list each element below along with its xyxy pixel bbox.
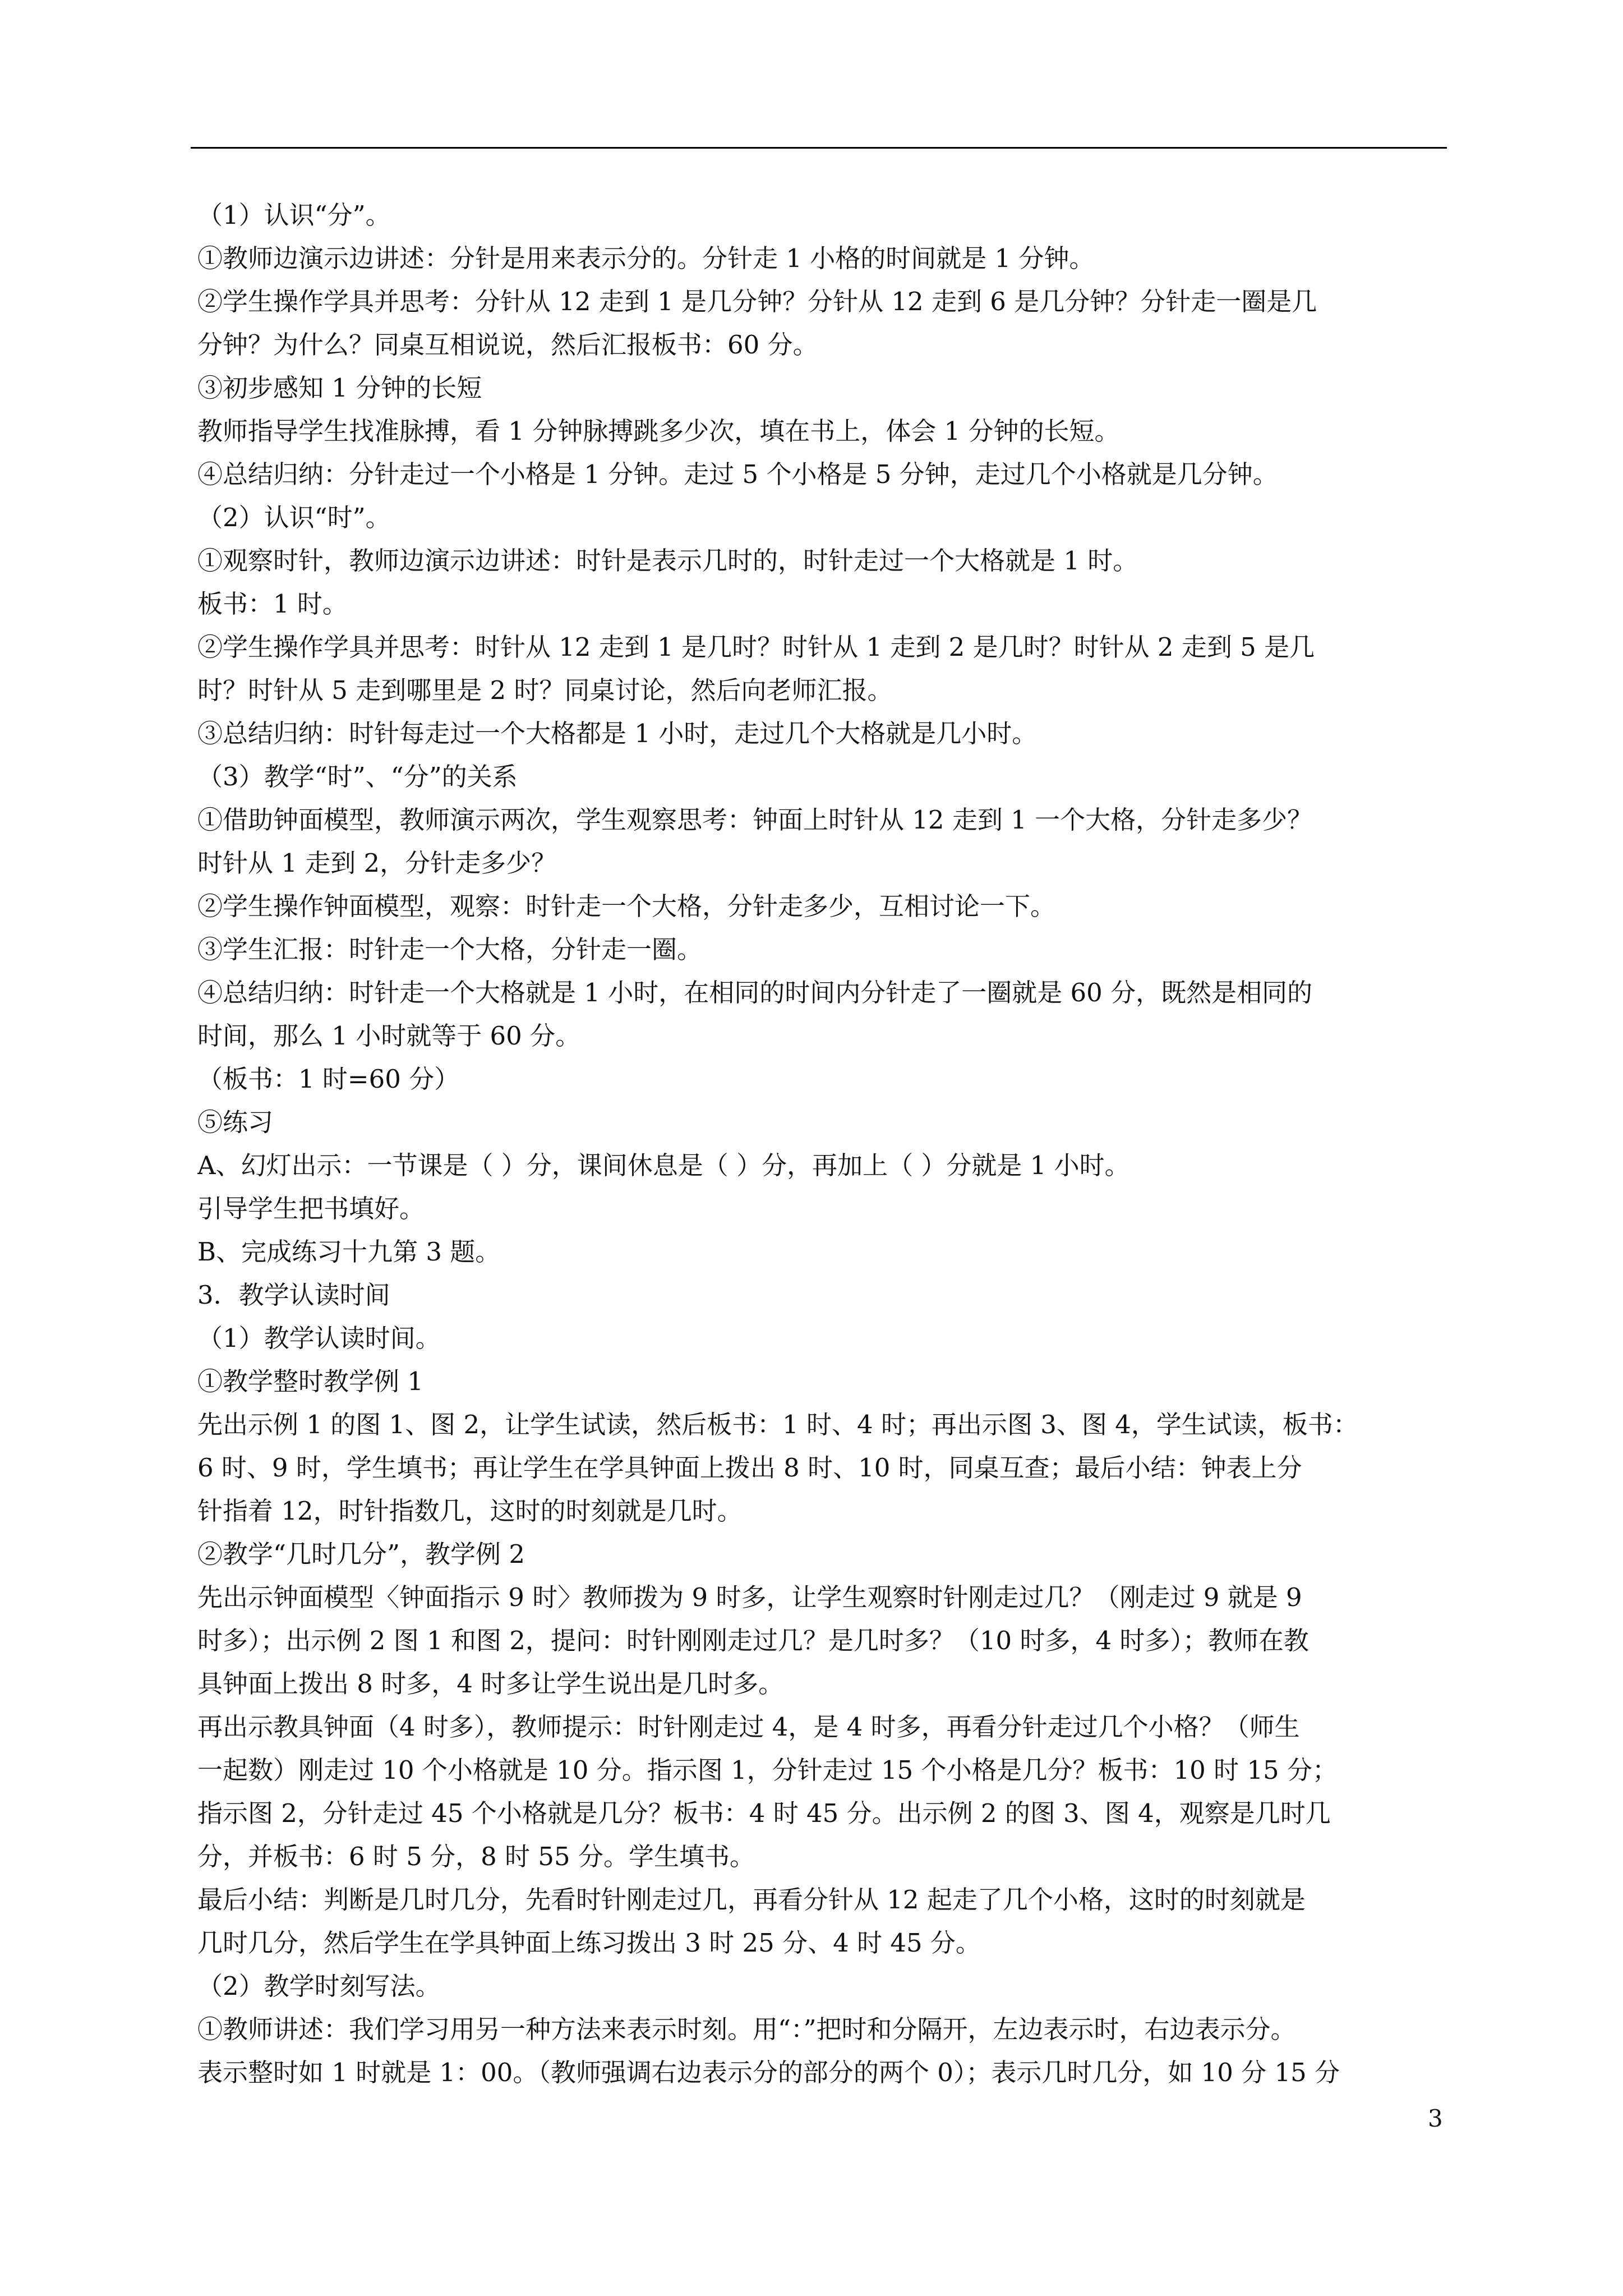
- text-line: 先出示例 1 的图 1、图 2，让学生试读，然后板书：1 时、4 时；再出示图 3、图 4，学生试读，板书：: [197, 1410, 1358, 1439]
- text-line: ①教师讲述：我们学习用另一种方法来表示时刻。用“：”把时和分隔开，左边表示时，右边表示分。: [197, 2014, 1296, 2044]
- text-line: ④总结归纳：时针走一个大格就是 1 小时，在相同的时间内分针走了一圈就是 60 分，既然是相同的: [197, 978, 1313, 1007]
- text-line: （2）认识“时”。: [197, 503, 391, 532]
- text-line: （2）教学时刻写法。: [197, 1971, 441, 2001]
- text-line: ④总结归纳：分针走过一个小格是 1 分钟。走过 5 个小格是 5 分钟，走过几个小格就是几分钟。: [197, 459, 1278, 489]
- text-line: ①借助钟面模型，教师演示两次，学生观察思考：钟面上时针从 12 走到 1 一个大格，分针走多少？: [197, 805, 1313, 835]
- text-line: B、完成练习十九第 3 题。: [197, 1237, 501, 1267]
- text-line: ③总结归纳：时针每走过一个大格都是 1 小时，走过几个大格就是几小时。: [197, 719, 1038, 748]
- text-line: 6 时、9 时，学生填书；再让学生在学具钟面上拨出 8 时、10 时，同桌互查；最后小结：钟表上分: [197, 1453, 1302, 1483]
- text-line: 具钟面上拨出 8 时多，4 时多让学生说出是几时多。: [197, 1669, 784, 1699]
- text-line: 再出示教具钟面（4 时多），教师提示：时针刚走过 4，是 4 时多，再看分针走过几个小格？（师生: [197, 1712, 1300, 1742]
- text-line: 最后小结：判断是几时几分，先看时针刚走过几，再看分针从 12 起走了几个小格，这时的时刻就是: [197, 1885, 1306, 1915]
- text-line: （1）认识“分”。: [197, 200, 391, 230]
- text-line: 时？时针从 5 走到哪里是 2 时？同桌讨论，然后向老师汇报。: [197, 675, 893, 705]
- text-line: ①教师边演示边讲述：分针是用来表示分的。分针走 1 小格的时间就是 1 分钟。: [197, 243, 1095, 273]
- text-line: 3．教学认读时间: [197, 1280, 390, 1310]
- text-line: 分，并板书：6 时 5 分，8 时 55 分。学生填书。: [197, 1842, 755, 1871]
- text-line: A、幻灯出示：一节课是（ ）分，课间休息是（ ）分，再加上（ ）分就是 1 小时。: [197, 1151, 1130, 1180]
- text-line: 时针从 1 走到 2，分针走多少？: [197, 848, 557, 878]
- text-line: 几时几分，然后学生在学具钟面上练习拨出 3 时 25 分、4 时 45 分。: [197, 1928, 981, 1958]
- text-line: 引导学生把书填好。: [197, 1194, 425, 1223]
- text-line: 分钟？为什么？同桌互相说说，然后汇报板书：60 分。: [197, 330, 818, 360]
- text-line: 先出示钟面模型〈钟面指示 9 时〉教师拨为 9 时多，让学生观察时针刚走过几？（刚走过 9 就是 9: [197, 1582, 1302, 1612]
- text-line: ②学生操作学具并思考：时针从 12 走到 1 是几时？时针从 1 走到 2 是几时？时针从 2 走到 5 是几: [197, 632, 1315, 662]
- page-number: 3: [1428, 2105, 1443, 2132]
- text-line: ①教学整时教学例 1: [197, 1366, 423, 1396]
- text-line: （3）教学“时”、“分”的关系: [197, 762, 518, 792]
- text-line: ⑤练习: [197, 1107, 274, 1137]
- text-line: 表示整时如 1 时就是 1：00。（教师强调右边表示分的部分的两个 0）；表示几时几分，如 10 分 15 分: [197, 2058, 1340, 2087]
- text-line: 时多）；出示例 2 图 1 和图 2，提问：时针刚刚走过几？是几时多？（10 时多，4 时多）；教师在教: [197, 1626, 1309, 1655]
- text-line: ③初步感知 1 分钟的长短: [197, 373, 482, 403]
- text-line: 板书：1 时。: [197, 589, 348, 619]
- text-line: 指示图 2，分针走过 45 个小格就是几分？板书：4 时 45 分。出示例 2 的图 3、图 4，观察是几时几: [197, 1798, 1331, 1828]
- text-line: 教师指导学生找准脉搏，看 1 分钟脉搏跳多少次，填在书上，体会 1 分钟的长短。: [197, 416, 1120, 446]
- text-line: 时间，那么 1 小时就等于 60 分。: [197, 1021, 581, 1051]
- text-line: ③学生汇报：时针走一个大格，分针走一圈。: [197, 935, 703, 964]
- text-line: ①观察时针，教师边演示边讲述：时针是表示几时的，时针走过一个大格就是 1 时。: [197, 546, 1138, 576]
- text-line: 针指着 12，时针指数几，这时的时刻就是几时。: [197, 1496, 743, 1526]
- document-body: [197, 194, 1448, 2094]
- text-line: （1）教学认读时间。: [197, 1323, 441, 1353]
- text-line: ②教学“几时几分”，教学例 2: [197, 1539, 525, 1569]
- header-rule: [191, 147, 1447, 149]
- text-line: ②学生操作钟面模型，观察：时针走一个大格，分针走多少，互相讨论一下。: [197, 891, 1056, 921]
- text-line: （板书：1 时=60 分）: [197, 1064, 460, 1094]
- text-line: ②学生操作学具并思考：分针从 12 走到 1 是几分钟？分针从 12 走到 6 是几分钟？分针走一圈是几: [197, 287, 1317, 316]
- text-line: 一起数）刚走过 10 个小格就是 10 分。指示图 1，分针走过 15 个小格是几分？板书：10 时 15 分；: [197, 1755, 1338, 1785]
